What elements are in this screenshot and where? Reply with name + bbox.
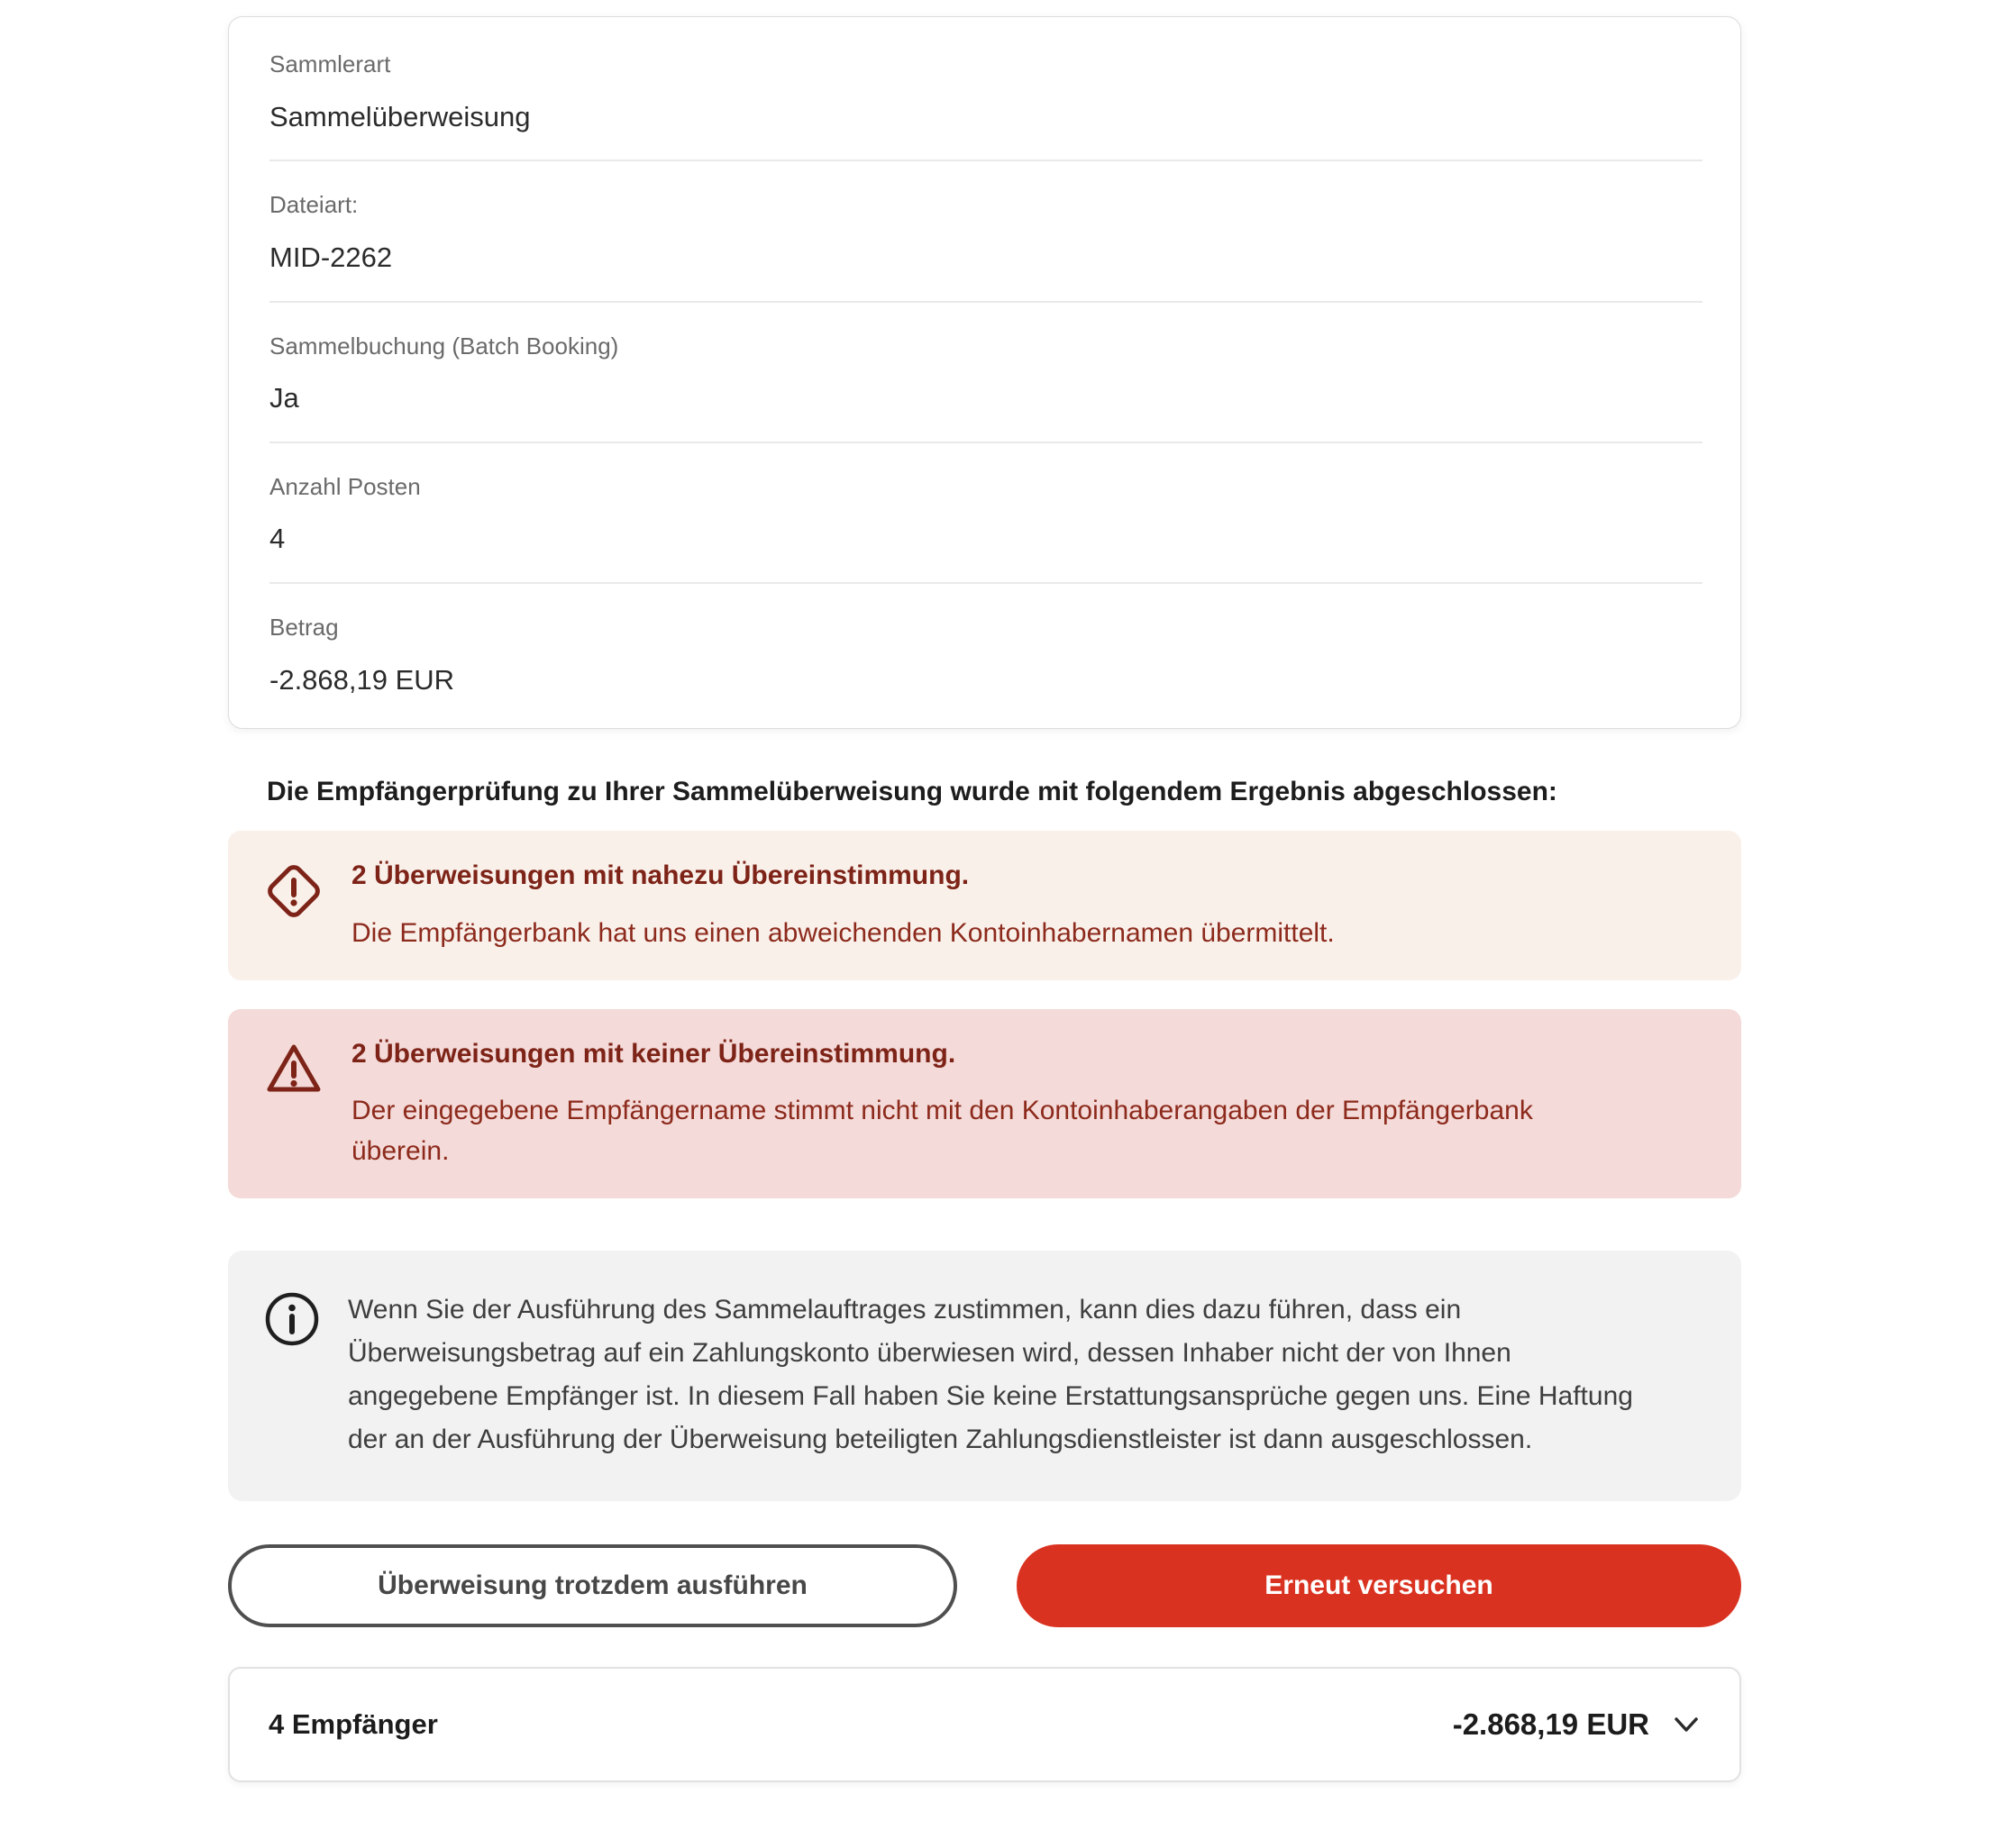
chevron-down-icon[interactable]: [1666, 1704, 1707, 1745]
info-circle-icon: [264, 1291, 320, 1347]
field-label: Sammelbuchung (Batch Booking): [269, 332, 619, 360]
alert-title: 2 Überweisungen mit nahezu Übereinstimmung.: [351, 860, 970, 891]
field-sammelbuchung: [269, 303, 1702, 443]
execute-anyway-button[interactable]: Überweisung trotzdem ausführen: [228, 1544, 957, 1627]
recipient-check-result-heading: Die Empfängerprüfung zu Ihrer Sammelüberweisung wurde mit folgendem Ergebnis abgeschlossen:: [267, 777, 1557, 807]
alert-content: [351, 858, 1335, 953]
field-value: Sammelüberweisung: [269, 100, 531, 132]
action-buttons-row: [228, 1544, 1741, 1627]
field-sammlerart: [269, 21, 1702, 161]
field-value: Ja: [269, 382, 299, 414]
field-betrag: [269, 584, 1702, 723]
field-label: Sammlerart: [269, 50, 391, 77]
triangle-exclamation-icon: [264, 1040, 324, 1099]
accordion-amount-group: [1453, 1704, 1707, 1745]
collective-transfer-review-page: [228, 0, 1741, 1782]
field-label: Dateiart:: [269, 191, 359, 219]
diamond-exclamation-icon: [264, 861, 324, 921]
near-match-alert: [228, 831, 1741, 980]
field-value: 4: [269, 523, 286, 555]
no-match-alert: [228, 1009, 1741, 1199]
recipients-accordion[interactable]: [228, 1667, 1741, 1782]
retry-button[interactable]: Erneut versuchen: [1017, 1544, 1741, 1627]
alert-message: Der eingegebene Empfängername stimmt nicht mit den Kontoinhaberangaben der Empfängerbank überein.: [351, 1096, 1533, 1167]
field-value: -2.868,19 EUR: [269, 663, 455, 696]
alert-title: 2 Überweisungen mit keiner Übereinstimmung.: [351, 1038, 956, 1069]
field-label: Betrag: [269, 614, 339, 641]
field-dateiart: [269, 161, 1702, 302]
field-anzahl-posten: [269, 443, 1702, 584]
alert-content: [351, 1036, 1631, 1172]
transfer-summary-card: [228, 16, 1741, 729]
total-amount: -2.868,19 EUR: [1452, 1707, 1649, 1742]
field-label: Anzahl Posten: [269, 472, 421, 500]
liability-info-note: [228, 1251, 1741, 1501]
field-value: MID-2262: [269, 241, 393, 273]
alert-message: Die Empfängerbank hat uns einen abweichenden Kontoinhabernamen übermittelt.: [351, 917, 1335, 948]
recipients-count-label: 4 Empfänger: [269, 1708, 438, 1741]
liability-info-text: Wenn Sie der Ausführung des Sammelauftrages zustimmen, kann dies dazu führen, dass ein Überweisungsbetrag auf ein Zahlungskonto überwiesen wird, dessen Inhaber nicht der von Ihnen angegebene Empfänger ist. In diesem Fall haben Sie keine Erstattungsansprüche gegen uns. Eine Haftung der an der Ausführung der Überweisung beteiligten Zahlungsdienstleister ist dann ausgeschlossen.: [348, 1295, 1633, 1455]
